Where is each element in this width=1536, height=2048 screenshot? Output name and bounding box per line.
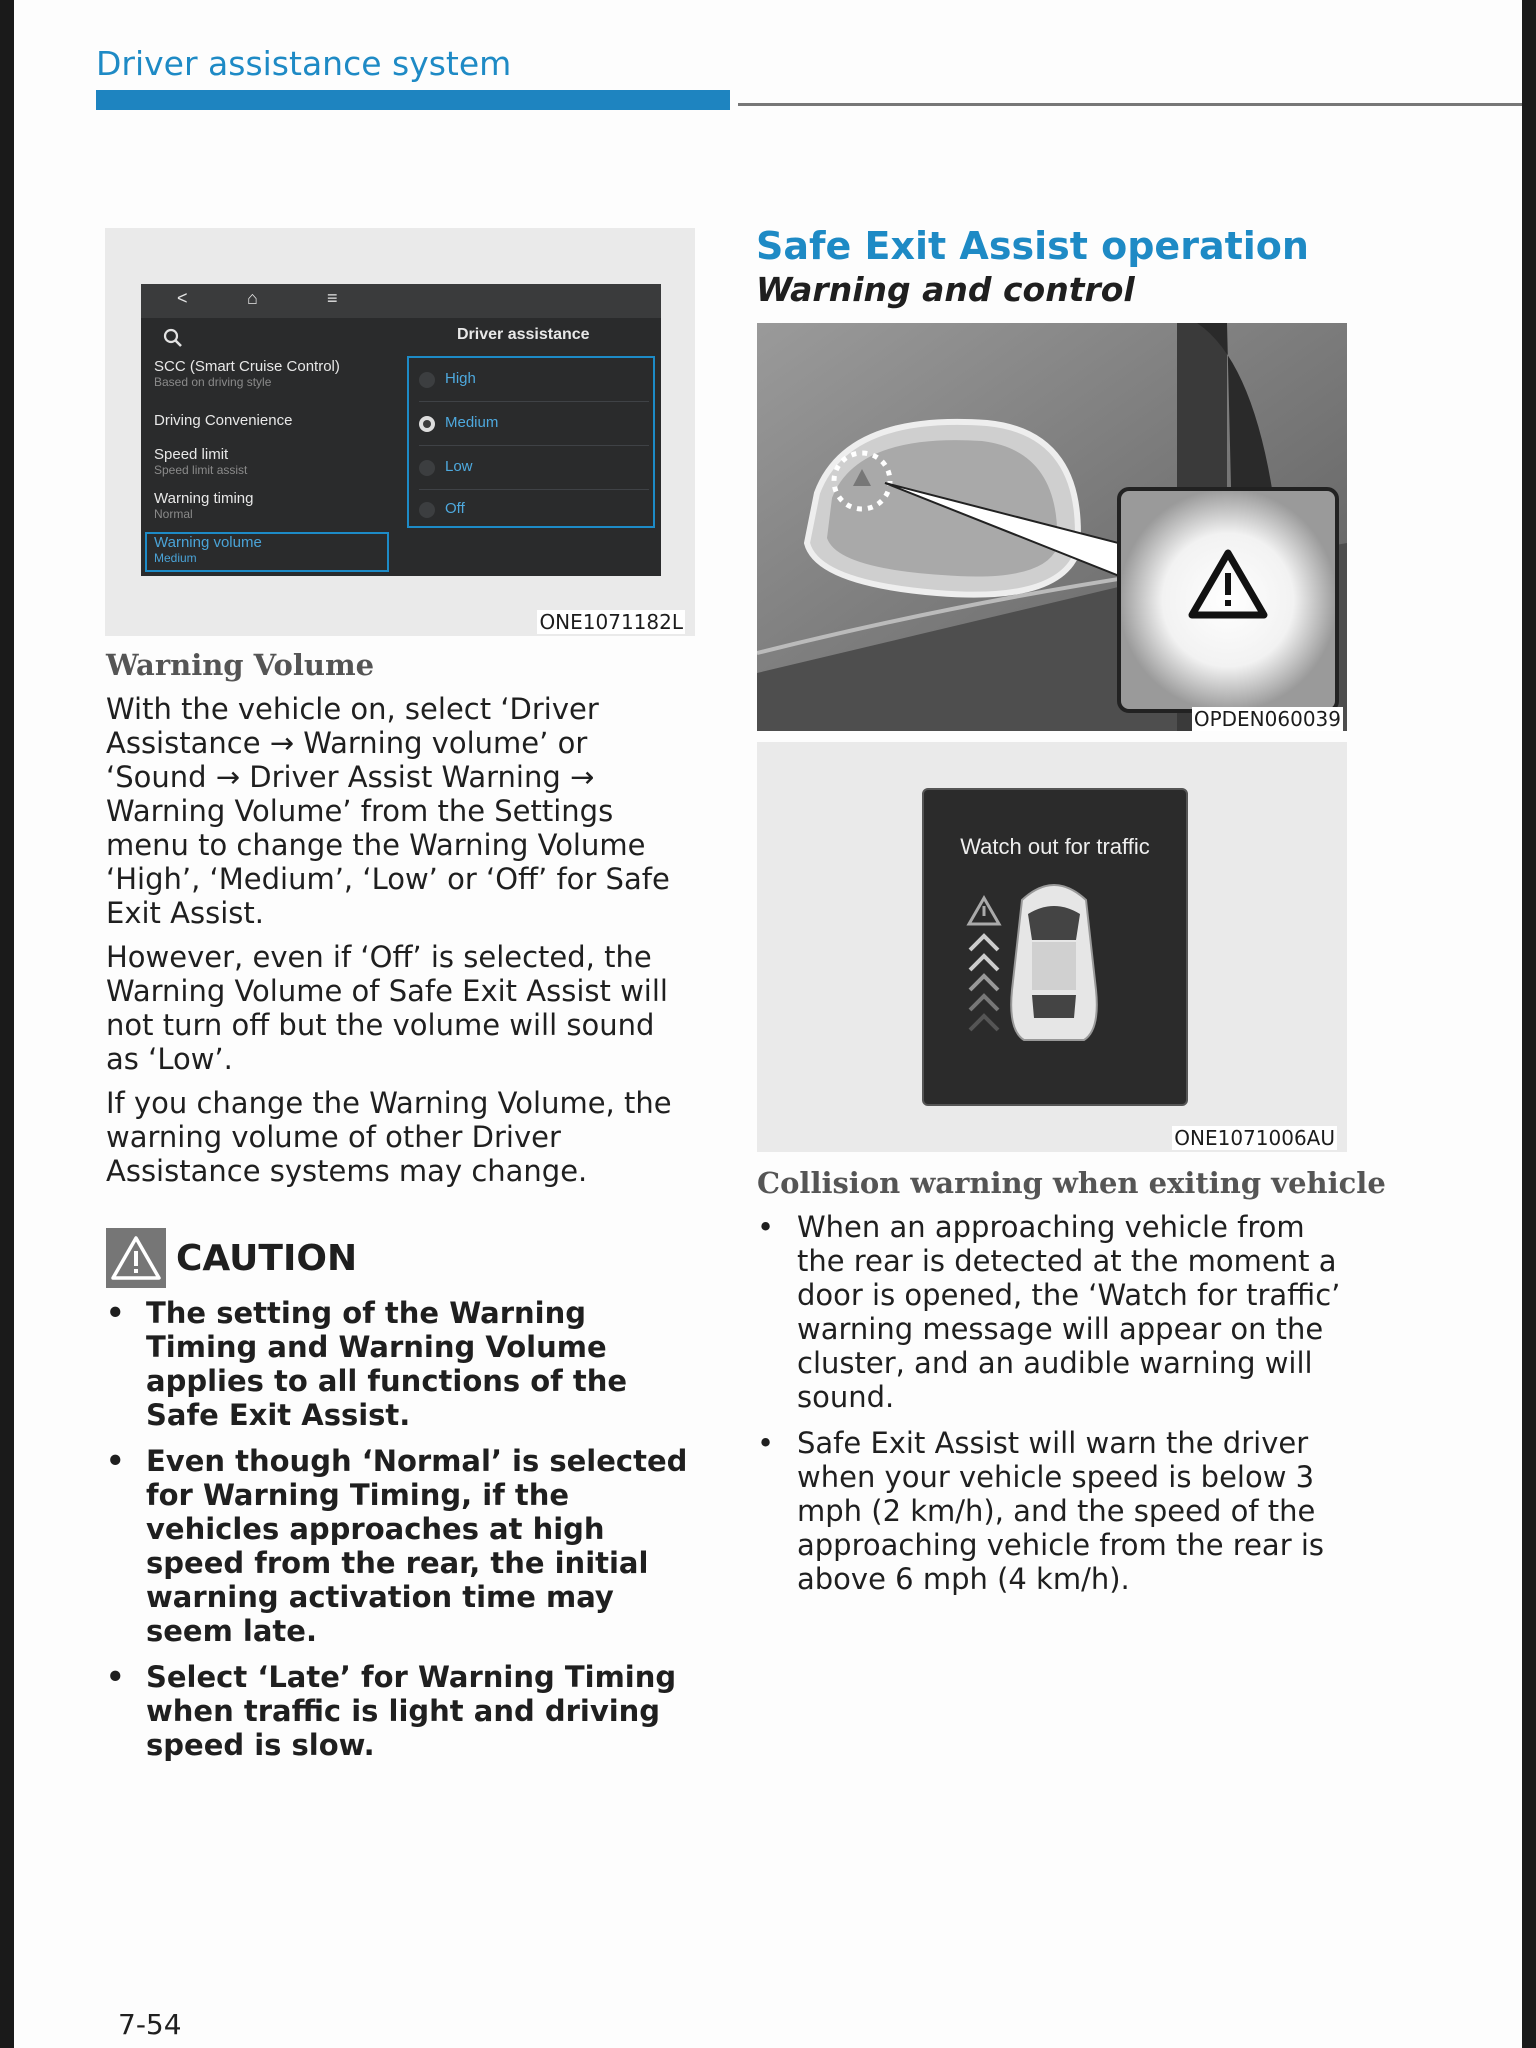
figure-settings-screen bbox=[105, 228, 695, 636]
option-label: Low bbox=[445, 458, 473, 475]
caution-title: CAUTION bbox=[176, 1237, 358, 1279]
option-label: High bbox=[445, 370, 476, 387]
caution-header bbox=[106, 1228, 357, 1288]
option-label: Medium bbox=[445, 414, 499, 431]
figure-code: OPDEN060039 bbox=[1193, 707, 1341, 731]
collision-warning-list bbox=[757, 1210, 1347, 1608]
cluster-message: Watch out for traffic bbox=[960, 834, 1150, 859]
option-high bbox=[419, 360, 649, 402]
caution-item: • Even though ‘Normal’ is selected for Warning Timing, if the vehicles approaches at high speed from the rear, the initial warning activation time may seem late. bbox=[106, 1444, 696, 1648]
menu-item-sub: Based on driving style bbox=[154, 375, 272, 389]
figure-code: ONE1071182L bbox=[539, 610, 683, 634]
menu-item-warning-volume bbox=[145, 532, 389, 572]
menu-item-speed-limit bbox=[154, 446, 394, 477]
option-low bbox=[419, 448, 649, 490]
screen-title: Driver assistance bbox=[457, 326, 590, 343]
warning-triangle-icon bbox=[106, 1228, 166, 1288]
search-icon bbox=[163, 328, 183, 348]
safe-exit-heading: Safe Exit Assist operation bbox=[756, 224, 1309, 268]
home-icon: ⌂ bbox=[247, 288, 258, 308]
collision-warning-item: • When an approaching vehicle from the rear is detected at the moment a door is opened, the ‘Watch for traffic’ warning message will appear on the cluster, and an audible warning will sound. bbox=[757, 1210, 1347, 1414]
radio-icon bbox=[419, 502, 435, 518]
warning-volume-heading: Warning Volume bbox=[106, 648, 375, 682]
infotainment-screen bbox=[141, 284, 661, 576]
menu-item-label: Warning volume bbox=[154, 534, 262, 551]
paragraph: If you change the Warning Volume, the warning volume of other Driver Assistance systems may change. bbox=[106, 1086, 672, 1188]
collision-warning-heading: Collision warning when exiting vehicle bbox=[757, 1166, 1386, 1200]
side-mirror-illustration bbox=[757, 323, 1347, 731]
screen-topbar bbox=[141, 284, 661, 318]
option-label: Off bbox=[445, 500, 465, 517]
volume-options-panel bbox=[407, 356, 655, 528]
figure-code: ONE1071006AU bbox=[1174, 1126, 1335, 1150]
page-number: 7-54 bbox=[118, 2008, 182, 2041]
page-frame-left bbox=[0, 0, 14, 2048]
cluster-display bbox=[922, 788, 1188, 1106]
menu-item-sub: Medium bbox=[154, 551, 197, 565]
radio-icon bbox=[419, 372, 435, 388]
menu-icon: ≡ bbox=[327, 288, 338, 308]
menu-item-scc bbox=[154, 358, 394, 389]
menu-item-label: Warning timing bbox=[154, 490, 254, 507]
paragraph: With the vehicle on, select ‘Driver Assistance → Warning volume’ or ‘Sound → Driver Assist Warning → Warning Volume’ from the Settings menu to change the Warning Volume ‘High’, ‘Medium’, ‘Low’ or ‘Off’ for Safe Exit Assist. bbox=[106, 692, 670, 930]
back-icon: < bbox=[177, 288, 188, 308]
option-off bbox=[419, 490, 649, 532]
caution-item: • The setting of the Warning Timing and Warning Volume applies to all functions of the Safe Exit Assist. bbox=[106, 1296, 696, 1432]
caution-list bbox=[106, 1296, 696, 1774]
caution-item: • Select ‘Late’ for Warning Timing when traffic is light and driving speed is slow. bbox=[106, 1660, 696, 1762]
warning-control-subheading: Warning and control bbox=[756, 270, 1135, 309]
page-frame-right bbox=[1522, 0, 1536, 2048]
menu-item-driving-convenience bbox=[154, 412, 394, 429]
menu-item-label: Driving Convenience bbox=[154, 412, 293, 429]
menu-item-sub: Normal bbox=[154, 507, 193, 521]
vehicle-approach-illustration bbox=[924, 790, 1186, 1104]
header-rule bbox=[738, 103, 1522, 106]
radio-selected-icon bbox=[419, 416, 435, 432]
collision-warning-item: • Safe Exit Assist will warn the driver when your vehicle speed is below 3 mph (2 km/h), and the speed of the approaching vehicle from the rear is above 6 mph (4 km/h). bbox=[757, 1426, 1347, 1596]
warning-volume-body bbox=[106, 692, 696, 1198]
figure-side-mirror bbox=[757, 323, 1347, 731]
option-medium bbox=[419, 404, 649, 446]
figure-cluster-warning bbox=[757, 742, 1347, 1152]
menu-item-sub: Speed limit assist bbox=[154, 463, 248, 477]
paragraph: However, even if ‘Off’ is selected, the Warning Volume of Safe Exit Assist will not turn off but the volume will sound as ‘Low’. bbox=[106, 940, 668, 1076]
menu-item-label: SCC (Smart Cruise Control) bbox=[154, 358, 340, 375]
menu-item-label: Speed limit bbox=[154, 446, 229, 463]
radio-icon bbox=[419, 460, 435, 476]
menu-item-warning-timing bbox=[154, 490, 394, 521]
section-title: Driver assistance system bbox=[96, 44, 512, 83]
header-accent-bar bbox=[96, 90, 730, 110]
